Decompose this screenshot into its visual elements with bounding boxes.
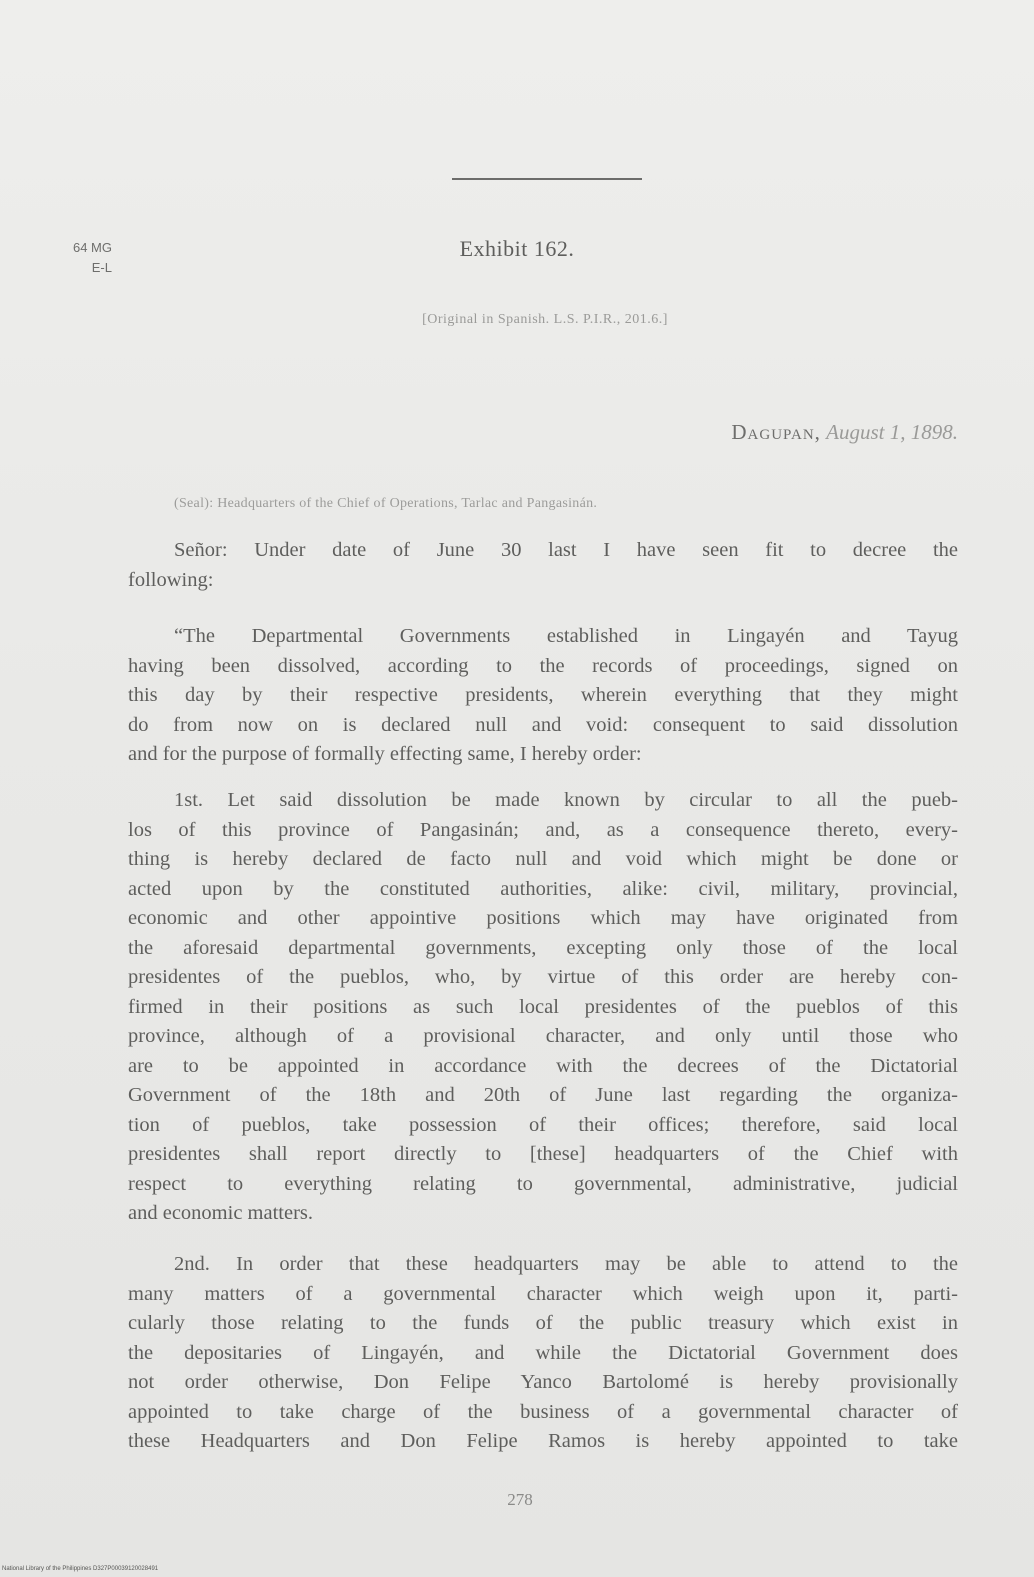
text-line: “The Departmental Governments established in Lingayén and Tayug <box>174 625 958 647</box>
paragraph-decree-intro <box>128 622 958 770</box>
exhibit-title: Exhibit 162. <box>459 236 575 261</box>
text-line: economic and other appointive positions which may have originated from <box>128 907 958 929</box>
seal-note: (Seal): Headquarters of the Chief of Operations, Tarlac and Pangasinán. <box>174 496 598 511</box>
text-line: tion of pueblos, take possession of their offices; therefore, said local <box>128 1113 958 1136</box>
text-line: 2nd. In order that these headquarters may be able to attend to the <box>174 1253 958 1275</box>
text-line: these Headquarters and Don Felipe Ramos is hereby appointed to take <box>128 1430 958 1452</box>
text-line: province, although of a provisional character, and only until those who <box>128 1025 958 1047</box>
header-rule <box>452 178 642 180</box>
text-line: having been dissolved, according to the records of proceedings, signed on <box>128 654 958 677</box>
text-line: appointed to take charge of the business of a governmental character of <box>128 1400 958 1423</box>
dateline-date: August 1, 1898. <box>826 420 958 444</box>
text-line: thing is hereby declared de facto null and void which might be done or <box>128 848 958 870</box>
dateline <box>731 420 958 445</box>
text-line: acted upon by the constituted authorities, alike: civil, military, provincial, <box>128 877 958 900</box>
margin-note-line-1: 64 MG <box>72 240 112 255</box>
scan-footer: National Library of the Philippines D327P00039120028491 <box>2 1566 159 1572</box>
text-line: following: <box>128 568 214 591</box>
text-line: presidentes of the pueblos, who, by virtue of this order are hereby con- <box>128 966 958 988</box>
text-line: cularly those relating to the funds of the public treasury which exist in <box>128 1312 958 1334</box>
text-line: are to be appointed in accordance with the decrees of the Dictatorial <box>128 1054 958 1077</box>
text-line: Señor: Under date of June 30 last I have seen fit to decree the <box>174 539 958 561</box>
text-line: the depositaries of Lingayén, and while the Dictatorial Government does <box>128 1341 958 1364</box>
text-line: many matters of a governmental character which weigh upon it, parti- <box>128 1282 958 1305</box>
text-line: 1st. Let said dissolution be made known by circular to all the pueb- <box>174 789 958 811</box>
paragraph-first-order <box>128 786 958 1229</box>
text-line: and economic matters. <box>128 1202 314 1224</box>
text-line: do from now on is declared null and void: consequent to said dissolution <box>128 713 958 736</box>
paragraph-second-order <box>128 1250 958 1457</box>
text-line: Government of the 18th and 20th of June last regarding the organiza- <box>128 1084 958 1106</box>
dateline-place: Dagupan, <box>731 420 821 444</box>
text-line: the aforesaid departmental governments, excepting only those of the local <box>128 936 958 959</box>
text-line: los of this province of Pangasinán; and, as a consequence thereto, every- <box>128 818 958 841</box>
text-line: respect to everything relating to governmental, administrative, judicial <box>128 1172 958 1195</box>
margin-note-line-2: E-L <box>91 260 112 275</box>
text-line: not order otherwise, Don Felipe Yanco Bartolomé is hereby provisionally <box>128 1371 958 1393</box>
text-line: presidentes shall report directly to [these] headquarters of the Chief with <box>128 1143 958 1165</box>
text-line: and for the purpose of formally effecting same, I hereby order: <box>128 743 642 765</box>
page-number: 278 <box>507 1490 533 1509</box>
paragraph-salutation <box>128 536 958 595</box>
text-line: this day by their respective presidents, wherein everything that they might <box>128 684 958 706</box>
source-note: [Original in Spanish. L.S. P.I.R., 201.6.] <box>422 312 668 327</box>
text-line: firmed in their positions as such local presidentes of the pueblos of this <box>128 995 958 1018</box>
